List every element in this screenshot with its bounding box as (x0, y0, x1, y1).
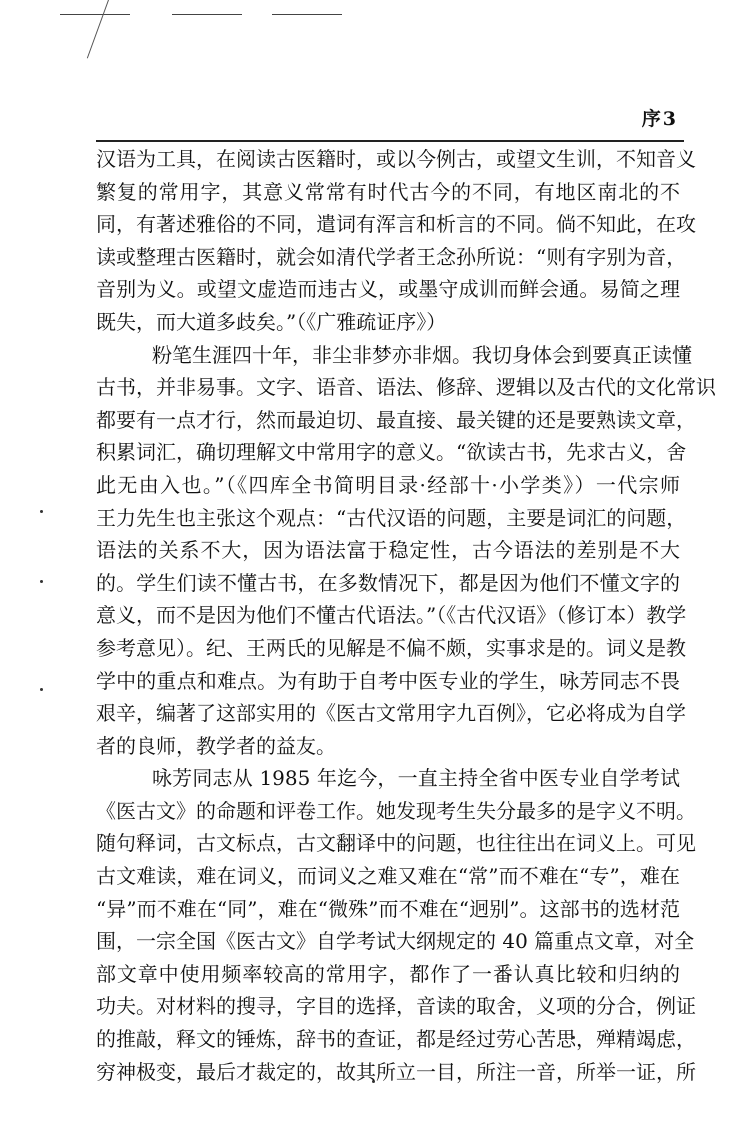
text-line: 者的良师，教学者的益友。 (96, 733, 336, 758)
text-line: 《医古文》的命题和评卷工作。她发现考生失分最多的是字义不明。 (96, 798, 696, 823)
page-number: 序3 (641, 108, 678, 130)
text-line: 的推敲，释文的锤炼，辞书的查证，都是经过劳心苦思，殚精竭虑， (96, 1027, 696, 1052)
text-line: 随句释词，古文标点，古文翻译中的问题，也往往出在词义上。可见 (96, 831, 696, 856)
paragraph (96, 762, 696, 1088)
scan-speck (40, 580, 43, 583)
running-header (96, 104, 684, 140)
scan-mark (60, 14, 130, 15)
text-line: 的。学生们读不懂古书，在多数情况下，都是因为他们不懂文字的 (96, 570, 680, 595)
text-line: 读或整理古医籍时，就会如清代学者王念孙所说：“则有字别为音， (96, 244, 687, 269)
body-text (96, 143, 716, 1088)
text-line: 艰辛，编著了这部实用的《医古文常用字九百例》，它必将成为自学 (96, 701, 686, 726)
header-rule (96, 140, 684, 142)
text-line: 参考意见）。纪、王两氏的见解是不偏不颇，实事求是的。词义是教 (96, 635, 686, 660)
paragraph (96, 339, 716, 763)
text-line: 围，一宗全国《医古文》自学考试大纲规定的 40 篇重点文章，对全 (96, 929, 695, 954)
text-line: 意义，而不是因为他们不懂古代语法。”（《古代汉语》（修订本）教学 (96, 603, 687, 628)
text-line: 汉语为工具，在阅读古医籍时，或以今例古，或望文生训，不知音义 (96, 147, 696, 171)
scan-speck (40, 510, 43, 513)
scan-speck (40, 688, 43, 691)
text-line: 都要有一点才行，然而最迫切、最直接、最关键的还是要熟读文章， (96, 407, 696, 432)
text-line: 积累词汇，确切理解文中常用字的意义。“欲读古书，先求古义，舍 (96, 440, 687, 465)
text-line: 语法的关系不大，因为语法富于稳定性，古今语法的差别是不大 (96, 538, 680, 563)
text-line: “异”而不难在“同”，难在“微殊”而不难在“迥别”。这部书的选材范 (96, 896, 680, 921)
text-line: 王力先生也主张这个观点：“古代汉语的问题，主要是词汇的问题， (96, 505, 687, 530)
text-line: 音别为义。或望文虚造而违古义，或墨守成训而鲜会通。易简之理 (96, 277, 680, 302)
text-line: 同，有著述雅俗的不同，遣词有浑言和析言的不同。倘不知此，在攻 (96, 212, 696, 237)
text-line: 繁复的常用字，其意义常常有时代古今的不同，有地区南北的不 (96, 179, 680, 204)
text-line: 既失，而大道多歧矣。”（《广雅疏证序》） (96, 309, 447, 334)
text-line: 穷神极变，最后才裁定的，故其所立一目，所注一音，所举一证，所 (96, 1059, 696, 1084)
text-line: 咏芳同志从 1985 年迄今，一直主持全省中医专业自学考试 (152, 766, 680, 791)
scan-mark (272, 14, 342, 15)
scan-mark (87, 0, 109, 58)
text-line: 古文难读，难在词义，而词义之难又难在“常”而不难在“专”，难在 (96, 864, 680, 889)
text-line: 粉笔生涯四十年，非尘非梦亦非烟。我切身体会到要真正读懂 (152, 342, 692, 367)
text-line: 功夫。对材料的搜寻，字目的选择，音读的取舍，义项的分合，例证 (96, 994, 696, 1019)
scan-mark (172, 14, 242, 15)
text-line: 此无由入也。”（《四库全书简明目录·经部十·小学类》）一代宗师 (96, 472, 680, 497)
text-line: 古书，并非易事。文字、语音、语法、修辞、逻辑以及古代的文化常识 (96, 375, 716, 400)
text-line: 学中的重点和难点。为有助于自考中医专业的学生，咏芳同志不畏 (96, 668, 680, 693)
paragraph (96, 143, 696, 339)
text-line: 部文章中使用频率较高的常用字，都作了一番认真比较和归纳的 (96, 961, 680, 986)
